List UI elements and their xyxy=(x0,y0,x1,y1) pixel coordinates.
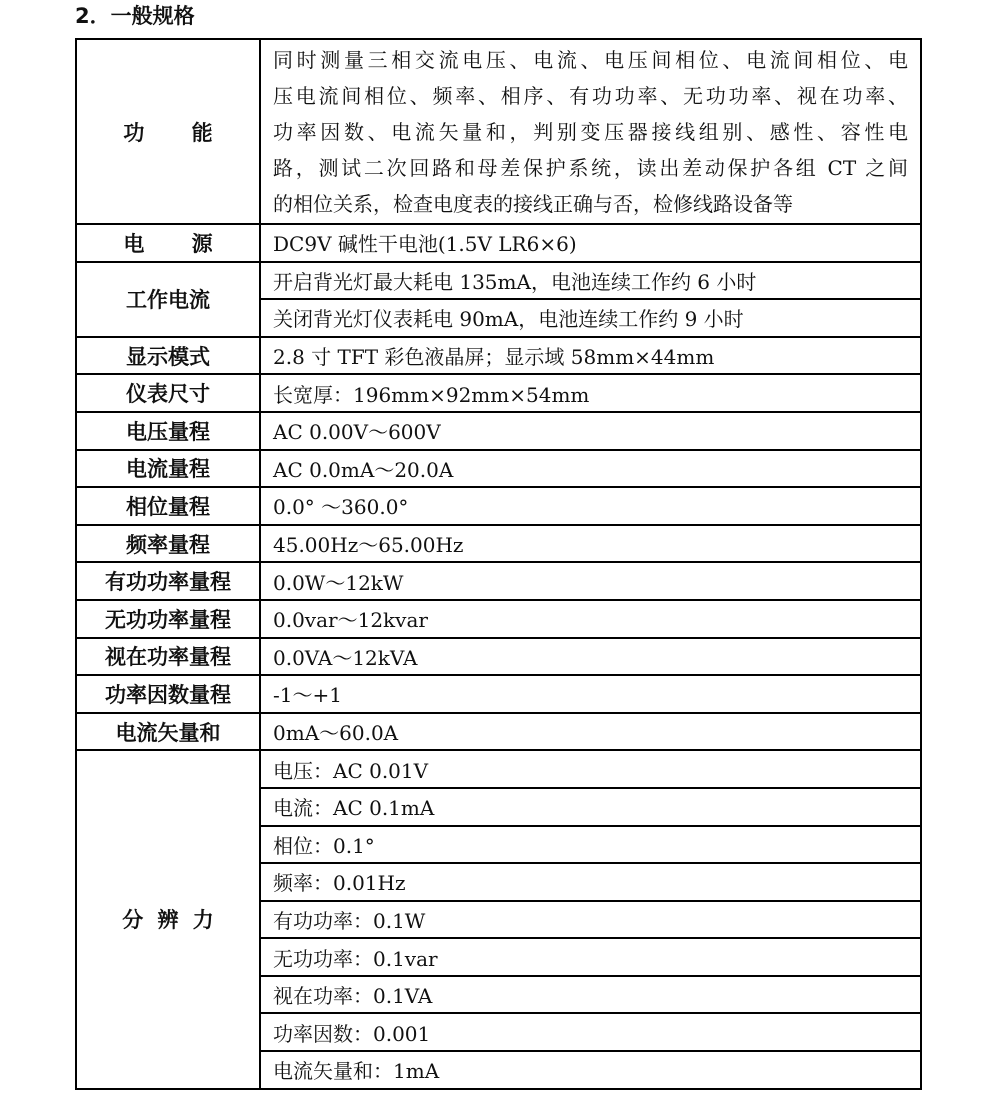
row-value-apparent-power-range: 0.0VA～12kVA xyxy=(261,639,922,677)
resolution-active-power: 有功功率：0.1W xyxy=(261,902,922,940)
row-label-voltage-range: 电压量程 xyxy=(77,413,261,451)
resolution-apparent-power: 视在功率：0.1VA xyxy=(261,977,922,1015)
spec-table xyxy=(75,38,922,1090)
row-value-power-supply: DC9V 碱性干电池(1.5V LR6×6) xyxy=(261,225,922,263)
row-value-current-range: AC 0.0mA～20.0A xyxy=(261,451,922,489)
row-label-frequency-range: 频率量程 xyxy=(77,526,261,564)
row-value-phase-range: 0.0° ～360.0° xyxy=(261,488,922,526)
row-label-function: 功 能 xyxy=(77,40,261,225)
row-label-dimensions: 仪表尺寸 xyxy=(77,375,261,413)
resolution-reactive-power: 无功功率：0.1var xyxy=(261,939,922,977)
row-value-working-current-backlight-on: 开启背光灯最大耗电 135mA，电池连续工作约 6 小时 xyxy=(261,263,922,301)
resolution-voltage: 电压：AC 0.01V xyxy=(261,751,922,789)
row-label-display-mode: 显示模式 xyxy=(77,338,261,376)
row-value-power-factor-range: -1～+1 xyxy=(261,676,922,714)
row-value-active-power-range: 0.0W～12kW xyxy=(261,563,922,601)
row-value-display-mode: 2.8 寸 TFT 彩色液晶屏；显示域 58mm×44mm xyxy=(261,338,922,376)
row-label-working-current: 工作电流 xyxy=(77,263,261,338)
function-line: 路，测试二次回路和母差保护系统，读出差动保护各组 CT 之间 xyxy=(273,156,908,180)
row-value-voltage-range: AC 0.00V～600V xyxy=(261,413,922,451)
resolution-phase: 相位：0.1° xyxy=(261,827,922,865)
function-line: 压电流间相位、频率、相序、有功功率、无功功率、视在功率、 xyxy=(273,84,908,108)
row-label-apparent-power-range: 视在功率量程 xyxy=(77,639,261,677)
resolution-current: 电流：AC 0.1mA xyxy=(261,789,922,827)
function-line: 同时测量三相交流电压、电流、电压间相位、电流间相位、电 xyxy=(273,48,908,72)
row-label-active-power-range: 有功功率量程 xyxy=(77,563,261,601)
row-label-power-factor-range: 功率因数量程 xyxy=(77,676,261,714)
row-value-current-vector-sum: 0mA～60.0A xyxy=(261,714,922,752)
resolution-current-vector-sum: 电流矢量和：1mA xyxy=(261,1052,922,1090)
function-line: 的相位关系，检查电度表的接线正确与否，检修线路设备等 xyxy=(273,192,793,216)
row-label-phase-range: 相位量程 xyxy=(77,488,261,526)
row-label-power-supply: 电 源 xyxy=(77,225,261,263)
row-label-current-range: 电流量程 xyxy=(77,451,261,489)
row-label-current-vector-sum: 电流矢量和 xyxy=(77,714,261,752)
row-value-dimensions: 长宽厚：196mm×92mm×54mm xyxy=(261,375,922,413)
row-value-frequency-range: 45.00Hz～65.00Hz xyxy=(261,526,922,564)
row-label-resolution: 分 辨 力 xyxy=(77,751,261,1089)
function-line: 功率因数、电流矢量和，判别变压器接线组别、感性、容性电 xyxy=(273,120,908,144)
resolution-power-factor: 功率因数：0.001 xyxy=(261,1014,922,1052)
row-value-reactive-power-range: 0.0var～12kvar xyxy=(261,601,922,639)
row-value-working-current-backlight-off: 关闭背光灯仪表耗电 90mA，电池连续工作约 9 小时 xyxy=(261,300,922,338)
resolution-frequency: 频率：0.01Hz xyxy=(261,864,922,902)
row-label-reactive-power-range: 无功功率量程 xyxy=(77,601,261,639)
section-title: 2．一般规格 xyxy=(75,4,195,28)
row-value-function xyxy=(261,40,922,225)
